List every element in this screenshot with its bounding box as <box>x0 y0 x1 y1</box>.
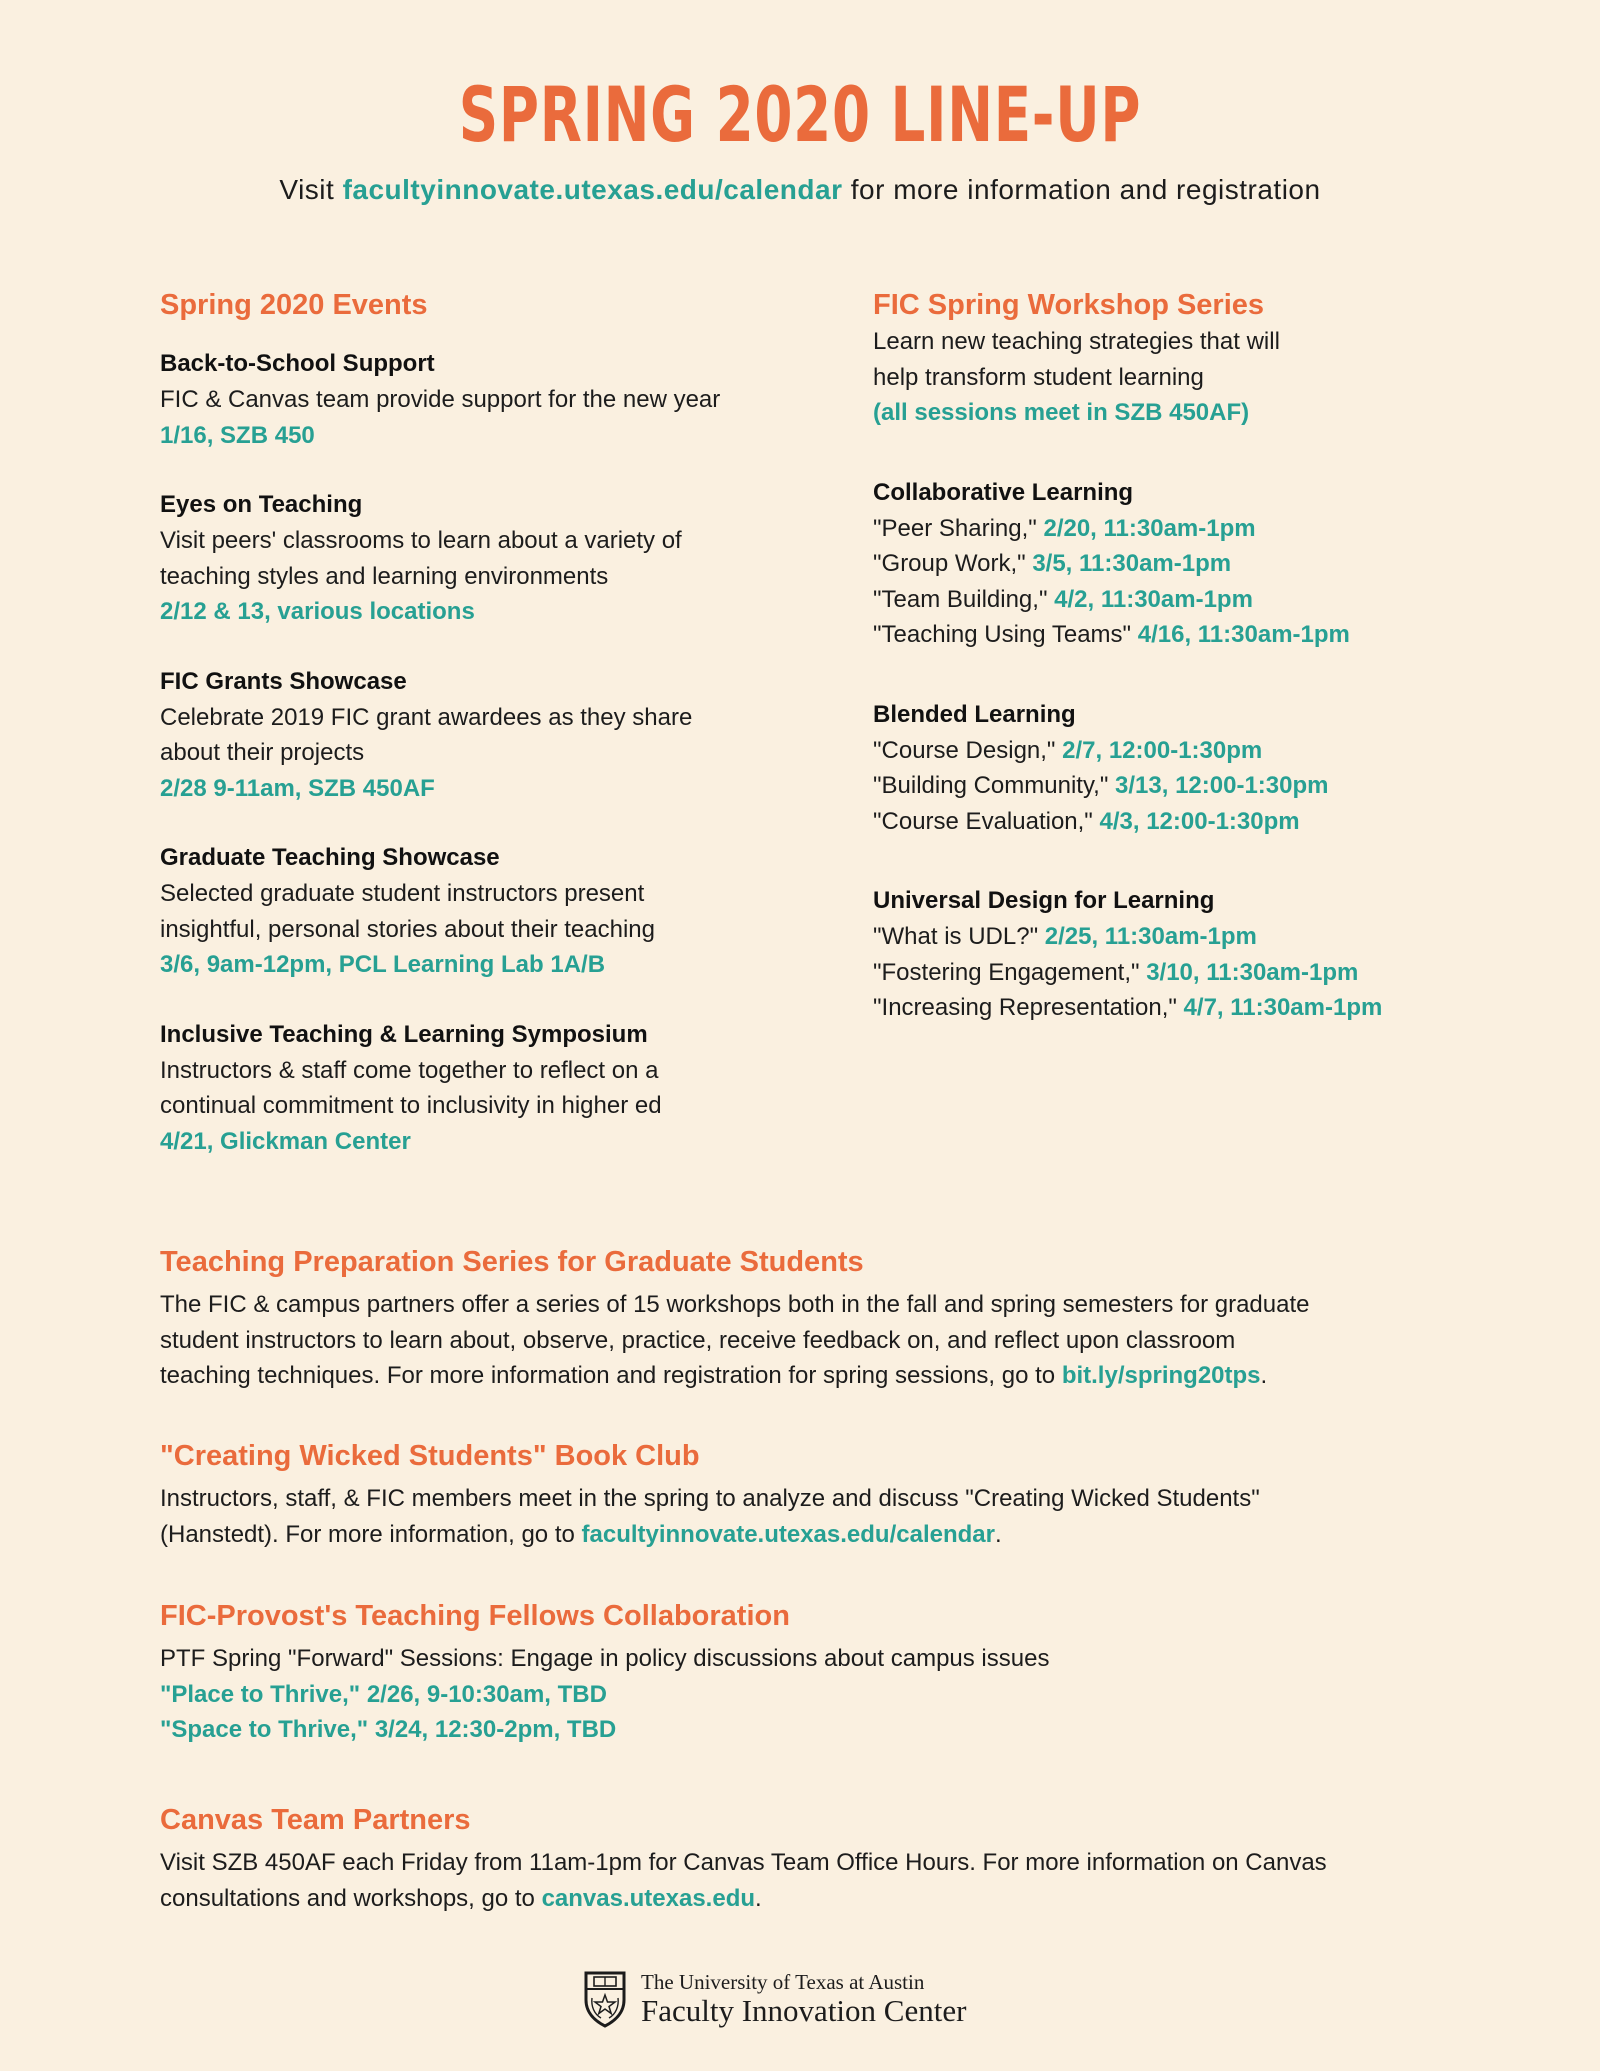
canvas-link[interactable]: canvas.utexas.edu <box>541 1884 756 1912</box>
workshop-group-title: Collaborative Learning <box>873 478 1134 506</box>
session-name: "Fostering Engagement," <box>873 958 1147 986</box>
workshop-session <box>873 804 1513 840</box>
event-when: 2/28 9-11am, SZB 450AF <box>160 774 435 802</box>
event-title: Back-to-School Support <box>160 350 435 377</box>
workshop-session <box>873 546 1513 582</box>
page-title: SPRING 2020 LINE-UP <box>458 70 1142 159</box>
session-name: "Teaching Using Teams" <box>873 621 1138 648</box>
tps-link[interactable]: bit.ly/spring20tps <box>1061 1362 1261 1389</box>
event-desc: Visit peers' classrooms to learn about a variety of <box>160 527 682 554</box>
tps-line: student instructors to learn about, observe, practice, receive feedback on, and reflect upon classroom <box>160 1326 1236 1354</box>
session-name: "Team Building," <box>873 585 1055 613</box>
session-name: "Peer Sharing," <box>873 514 1044 542</box>
canvas-body <box>160 1845 1460 1916</box>
tps-line-prefix: teaching techniques. For more information and registration for spring sessions, go to <box>160 1362 1062 1389</box>
workshops-intro: help transform student learning <box>873 363 1204 391</box>
event-when: 4/21, Glickman Center <box>160 1127 411 1155</box>
tps-section <box>160 1243 1460 1394</box>
calendar-link[interactable]: facultyinnovate.utexas.edu/calendar <box>342 174 843 205</box>
workshop-session <box>873 617 1513 653</box>
canvas-heading: Canvas Team Partners <box>160 1804 471 1836</box>
workshops-heading: FIC Spring Workshop Series <box>873 289 1265 321</box>
session-when: 4/16, 11:30am-1pm <box>1137 621 1350 648</box>
session-name: "Increasing Representation," <box>873 994 1184 1021</box>
event-desc: insightful, personal stories about their teaching <box>160 915 655 943</box>
book-club-section <box>160 1437 1460 1552</box>
session-when: 4/3, 12:00-1:30pm <box>1099 807 1300 835</box>
tps-heading: Teaching Preparation Series for Graduate Students <box>160 1246 864 1278</box>
events-heading: Spring 2020 Events <box>160 289 428 321</box>
tps-line: The FIC & campus partners offer a series of 15 workshops both in the fall and spring semesters for graduate <box>160 1291 1310 1318</box>
book-club-line <box>160 1517 1460 1553</box>
subtitle-suffix: for more information and registration <box>842 174 1321 205</box>
tps-line <box>160 1358 1460 1394</box>
canvas-line <box>160 1881 1460 1917</box>
events-column <box>160 286 820 1159</box>
event-desc: Celebrate 2019 FIC grant awardees as they share <box>160 703 693 731</box>
workshop-group <box>873 883 1513 1026</box>
event-item <box>160 346 820 453</box>
event-item <box>160 487 820 630</box>
workshop-group <box>873 475 1513 653</box>
subtitle-prefix: Visit <box>279 174 343 205</box>
book-club-body <box>160 1481 1460 1552</box>
book-club-line: Instructors, staff, & FIC members meet in the spring to analyze and discuss "Creating Wicked Students" <box>160 1485 1260 1512</box>
session-name: "Group Work," <box>873 550 1033 577</box>
workshops-intro: Learn new teaching strategies that will <box>873 328 1280 355</box>
event-title: Graduate Teaching Showcase <box>160 844 500 871</box>
book-club-prefix: (Hanstedt). For more information, go to <box>160 1520 582 1548</box>
event-desc: FIC & Canvas team provide support for the new year <box>160 386 721 413</box>
event-item <box>160 1017 820 1160</box>
tps-suffix: . <box>1260 1362 1268 1389</box>
event-desc: teaching styles and learning environments <box>160 562 609 590</box>
center-name: Faculty Innovation Center <box>641 1993 967 2028</box>
event-title: Eyes on Teaching <box>160 491 363 518</box>
workshop-session <box>873 919 1513 955</box>
event-desc: about their projects <box>160 739 365 766</box>
ptf-body <box>160 1641 1460 1748</box>
workshop-session <box>873 990 1513 1026</box>
workshop-session <box>873 733 1513 769</box>
footer-text <box>641 1970 966 2028</box>
session-name: "Course Design," <box>873 736 1063 764</box>
ut-shield-icon <box>583 1970 627 2028</box>
event-item <box>160 664 820 807</box>
workshop-session <box>873 768 1513 804</box>
workshops-column <box>873 286 1513 1026</box>
event-when: 1/16, SZB 450 <box>160 421 315 449</box>
session-name: "What is UDL?" <box>873 923 1045 950</box>
book-club-suffix: . <box>994 1520 1002 1548</box>
workshop-session <box>873 955 1513 991</box>
workshops-location-note: (all sessions meet in SZB 450AF) <box>873 399 1250 426</box>
canvas-prefix: consultations and workshops, go to <box>160 1884 542 1912</box>
canvas-section <box>160 1801 1460 1916</box>
footer-logo <box>583 1970 966 2028</box>
university-name: The University of Texas at Austin <box>641 1970 925 1994</box>
ptf-heading: FIC-Provost's Teaching Fellows Collaboration <box>160 1600 790 1632</box>
session-when: 2/25, 11:30am-1pm <box>1044 923 1257 950</box>
workshop-group-title: Universal Design for Learning <box>873 887 1215 914</box>
workshop-session <box>873 582 1513 618</box>
session-when: 2/20, 11:30am-1pm <box>1043 514 1256 542</box>
workshop-group <box>873 697 1513 840</box>
event-item <box>160 840 820 983</box>
workshop-group-title: Blended Learning <box>873 700 1076 728</box>
session-name: "Course Evaluation," <box>873 807 1100 835</box>
session-when: 4/7, 11:30am-1pm <box>1183 994 1383 1021</box>
event-desc: Selected graduate student instructors present <box>160 880 645 907</box>
book-club-link[interactable]: facultyinnovate.utexas.edu/calendar <box>581 1520 995 1548</box>
workshop-session <box>873 511 1513 547</box>
subtitle <box>0 174 1600 206</box>
ptf-session: "Place to Thrive," 2/26, 9-10:30am, TBD <box>160 1680 607 1708</box>
session-when: 3/13, 12:00-1:30pm <box>1115 772 1329 799</box>
session-when: 2/7, 12:00-1:30pm <box>1062 736 1263 764</box>
canvas-line: Visit SZB 450AF each Friday from 11am-1pm for Canvas Team Office Hours. For more information on Canvas <box>160 1849 1327 1876</box>
ptf-intro: PTF Spring "Forward" Sessions: Engage in policy discussions about campus issues <box>160 1645 1050 1672</box>
event-desc: Instructors & staff come together to reflect on a <box>160 1056 659 1084</box>
canvas-suffix: . <box>755 1884 762 1912</box>
book-club-heading: "Creating Wicked Students" Book Club <box>160 1440 700 1472</box>
session-when: 4/2, 11:30am-1pm <box>1054 585 1253 613</box>
event-title: FIC Grants Showcase <box>160 667 407 695</box>
session-when: 3/10, 11:30am-1pm <box>1146 958 1359 986</box>
event-desc: continual commitment to inclusivity in higher ed <box>160 1092 662 1119</box>
ptf-session: "Space to Thrive," 3/24, 12:30-2pm, TBD <box>160 1716 617 1743</box>
session-when: 3/5, 11:30am-1pm <box>1032 550 1232 577</box>
tps-body <box>160 1287 1460 1394</box>
event-when: 2/12 & 13, various locations <box>160 598 475 625</box>
session-name: "Building Community," <box>873 772 1116 799</box>
event-title: Inclusive Teaching & Learning Symposium <box>160 1020 648 1048</box>
event-when: 3/6, 9am-12pm, PCL Learning Lab 1A/B <box>160 951 606 978</box>
ptf-section <box>160 1597 1460 1748</box>
